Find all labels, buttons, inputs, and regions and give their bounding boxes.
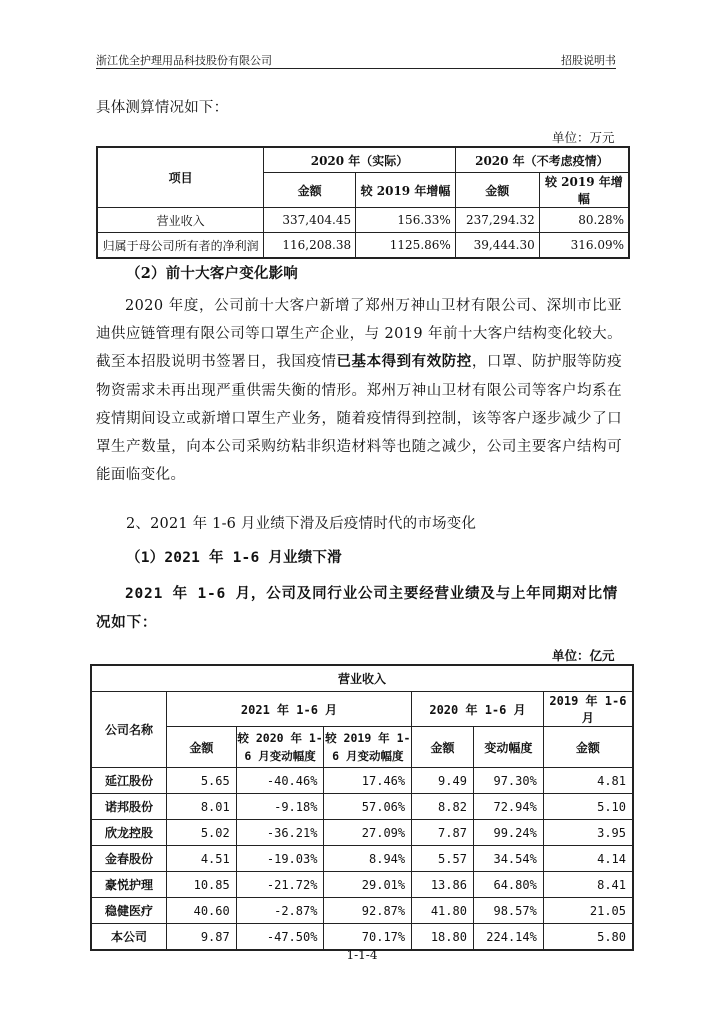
cell-vs-2019: 17.46% (324, 768, 412, 794)
cell-amount-2020: 41.80 (412, 898, 474, 924)
cell-vs-2020: -2.87% (236, 898, 324, 924)
section-heading-2: 2、2021 年 1-6 月业绩下滑及后疫情时代的市场变化 (126, 516, 477, 532)
cell-change-2020: 64.80% (473, 872, 543, 898)
header-doc-title: 招股说明书 (561, 54, 616, 67)
row-label: 营业收入 (97, 208, 264, 233)
cell-amount-2021: 40.60 (166, 898, 236, 924)
header-vs-2020: 较 2020 年 1-6 月变动幅度 (236, 727, 324, 768)
cell-growth: 156.33% (356, 208, 456, 233)
table-row (91, 898, 633, 924)
header-vs-2019: 较 2019 年 1-6 月变动幅度 (324, 727, 412, 768)
cell-amount-2021: 8.01 (166, 794, 236, 820)
header-amount: 金额 (543, 727, 633, 768)
cell-vs-2020: -47.50% (236, 924, 324, 951)
header-2020h1: 2020 年 1-6 月 (412, 692, 544, 727)
header-amount: 金额 (166, 727, 236, 768)
paragraph-part-a: 2020 年度，公司前十大客户新增了郑州万神山卫材有限公司、深圳市比亚迪供应链管理有限公司等口罩生产企业，与 2019 年前十大客户结构变化较大。截至本招股说明书签署日，我国疫情 (96, 298, 622, 371)
header-amount: 金额 (412, 727, 474, 768)
estimation-table (96, 146, 630, 259)
company-name: 豪悦护理 (91, 872, 166, 898)
unit-label-1: 单位：万元 (552, 130, 615, 145)
company-name: 稳健医疗 (91, 898, 166, 924)
company-name: 诺邦股份 (91, 794, 166, 820)
cell-vs-2019: 27.09% (324, 820, 412, 846)
cell-change-2020: 224.14% (473, 924, 543, 951)
header-2021h1: 2021 年 1-6 月 (166, 692, 411, 727)
page-number: 1-1-4 (346, 948, 378, 962)
cell-change-2020: 98.57% (473, 898, 543, 924)
header-change: 变动幅度 (473, 727, 543, 768)
cell-amount-2019: 5.80 (543, 924, 633, 951)
cell-vs-2020: -19.03% (236, 846, 324, 872)
cell-vs-2020: -36.21% (236, 820, 324, 846)
table-row (91, 872, 633, 898)
paragraph-emphasis: 已基本得到有效防控 (336, 353, 472, 371)
header-2020-no-epidemic: 2020 年（不考虑疫情） (455, 147, 629, 173)
table-row (91, 924, 633, 951)
table-row (91, 820, 633, 846)
header-amount: 金额 (455, 173, 539, 208)
cell-vs-2019: 29.01% (324, 872, 412, 898)
cell-amount-2021: 10.85 (166, 872, 236, 898)
cell-vs-2020: -9.18% (236, 794, 324, 820)
cell-amount-2021: 9.87 (166, 924, 236, 951)
paragraph-part-c: ，口罩、防护服等防疫物资需求未再出现严重供需失衡的情形。郑州万神山卫材有限公司等客户均系在疫情期间设立或新增口罩生产业务，随着疫情得到控制，该等客户逐步减少了口罩生产数量，向本公司采购纺粘非织造材料等也随之减少，公司主要客户结构可能面临变化。 (96, 354, 622, 484)
paragraph-comparison: 2021 年 1-6 月，公司及同行业公司主要经营业绩及与上年同期对比情况如下： (96, 586, 619, 631)
cell-amount: 116,208.38 (264, 233, 356, 259)
cell-amount-2020: 7.87 (412, 820, 474, 846)
header-company: 公司名称 (91, 692, 166, 768)
unit-label-2: 单位：亿元 (552, 648, 615, 663)
section-heading-2-1: （1）2021 年 1-6 月业绩下滑 (126, 550, 342, 566)
cell-amount: 237,294.32 (455, 208, 539, 233)
header-growth: 较 2019 年增幅 (356, 173, 456, 208)
cell-change-2020: 99.24% (473, 820, 543, 846)
cell-growth: 80.28% (539, 208, 629, 233)
cell-vs-2019: 8.94% (324, 846, 412, 872)
header-revenue: 营业收入 (91, 665, 633, 692)
company-name: 延江股份 (91, 768, 166, 794)
cell-change-2020: 34.54% (473, 846, 543, 872)
header-2020-actual: 2020 年（实际） (264, 147, 456, 173)
cell-amount-2020: 13.86 (412, 872, 474, 898)
header-item: 项目 (97, 147, 264, 208)
header-2019h1: 2019 年 1-6 月 (543, 692, 633, 727)
company-name: 欣龙控股 (91, 820, 166, 846)
header-growth: 较 2019 年增幅 (539, 173, 629, 208)
section-title-top10: （2）前十大客户变化影响 (126, 265, 298, 282)
revenue-comparison-table (90, 664, 634, 951)
cell-growth: 1125.86% (356, 233, 456, 259)
cell-vs-2019: 92.87% (324, 898, 412, 924)
cell-amount-2020: 18.80 (412, 924, 474, 951)
cell-amount-2019: 4.14 (543, 846, 633, 872)
cell-vs-2019: 57.06% (324, 794, 412, 820)
cell-amount-2019: 8.41 (543, 872, 633, 898)
cell-amount-2021: 4.51 (166, 846, 236, 872)
cell-amount-2019: 5.10 (543, 794, 633, 820)
header-company: 浙江优全护理用品科技股份有限公司 (96, 54, 272, 67)
cell-amount-2019: 4.81 (543, 768, 633, 794)
cell-change-2020: 72.94% (473, 794, 543, 820)
company-name: 本公司 (91, 924, 166, 951)
cell-amount-2019: 21.05 (543, 898, 633, 924)
table-row (91, 768, 633, 794)
company-name: 金春股份 (91, 846, 166, 872)
intro-text: 具体测算情况如下： (96, 100, 229, 116)
cell-amount-2020: 9.49 (412, 768, 474, 794)
cell-vs-2020: -21.72% (236, 872, 324, 898)
cell-amount-2019: 3.95 (543, 820, 633, 846)
paragraph-customers (96, 292, 622, 489)
row-label: 归属于母公司所有者的净利润 (97, 233, 264, 259)
table-row (97, 208, 629, 233)
cell-change-2020: 97.30% (473, 768, 543, 794)
table-row (91, 794, 633, 820)
cell-amount-2021: 5.02 (166, 820, 236, 846)
cell-vs-2020: -40.46% (236, 768, 324, 794)
cell-amount-2020: 5.57 (412, 846, 474, 872)
table-row (97, 233, 629, 259)
cell-growth: 316.09% (539, 233, 629, 259)
cell-amount: 39,444.30 (455, 233, 539, 259)
cell-amount-2020: 8.82 (412, 794, 474, 820)
cell-amount-2021: 5.65 (166, 768, 236, 794)
cell-amount: 337,404.45 (264, 208, 356, 233)
header-amount: 金额 (264, 173, 356, 208)
cell-vs-2019: 70.17% (324, 924, 412, 951)
table-row (91, 846, 633, 872)
page-header (96, 50, 616, 69)
